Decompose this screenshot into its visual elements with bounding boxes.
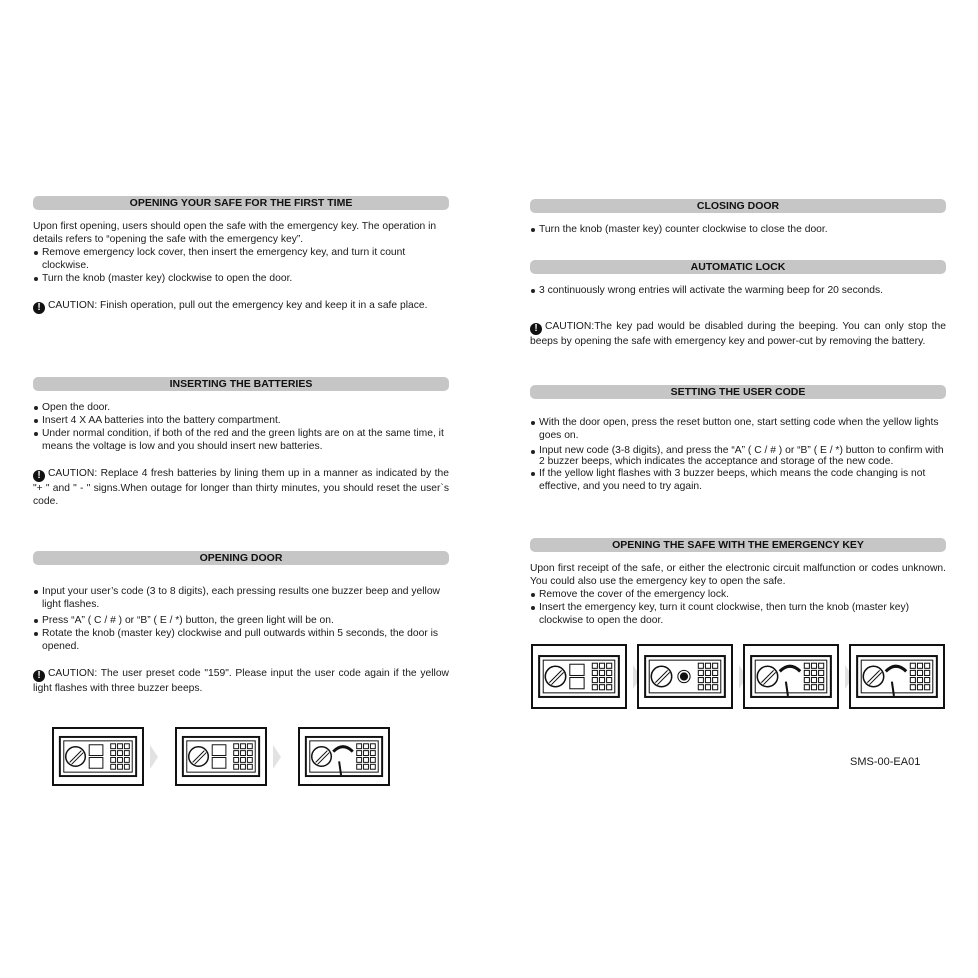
section-header: INSERTING THE BATTERIES (33, 377, 449, 391)
caution-note (33, 667, 449, 695)
section-batteries (33, 377, 449, 508)
section-header: OPENING DOOR (33, 551, 449, 565)
section-header: OPENING YOUR SAFE FOR THE FIRST TIME (33, 196, 449, 210)
safe-illustration (851, 646, 943, 707)
safe-illustration (745, 646, 837, 707)
safe-illustration (533, 646, 625, 707)
list-item: Under normal condition, if both of the red and the green lights are on at the same time, it means the voltage is low and you should insert new batteries. (33, 427, 449, 453)
section-automatic-lock (530, 260, 946, 348)
safe-step-figure (298, 727, 390, 786)
section-emergency-key (530, 538, 946, 627)
caution-note (33, 467, 449, 508)
caution-note (530, 320, 946, 348)
safe-illustration (639, 646, 731, 707)
section-user-code (530, 385, 946, 493)
list-item: If the yellow light flashes with 3 buzzer beeps, which means the code changing is not effective, and you need to try again. (530, 467, 946, 493)
list-item: Insert 4 X AA batteries into the battery compartment. (33, 414, 449, 427)
caution-text: CAUTION:The key pad would be disabled during the beeping. You can only stop the beeps by opening the safe with emergency key and power-cut by removing the battery. (530, 321, 946, 347)
safe-illustration (300, 729, 388, 784)
safe-illustration (54, 729, 142, 784)
section-first-time (33, 196, 449, 314)
caution-text: CAUTION: Finish operation, pull out the emergency key and keep it in a safe place. (48, 300, 428, 311)
safe-step-figure (175, 727, 267, 786)
list-item: Press “A” ( C / # ) or “B” ( E / *) button, the green light will be on. (33, 614, 449, 627)
section-header: SETTING THE USER CODE (530, 385, 946, 399)
safe-illustration (177, 729, 265, 784)
exclamation-circle-icon: ! (33, 470, 45, 482)
safe-step-figure (849, 644, 945, 709)
section-opening-door (33, 551, 449, 695)
section-closing-door (530, 199, 946, 236)
caution-text: CAUTION: The user preset code "159". Please input the user code again if the yellow light flashes with three buzzer beeps. (33, 668, 449, 694)
exclamation-circle-icon: ! (33, 670, 45, 682)
safe-step-figure (52, 727, 144, 786)
exclamation-circle-icon: ! (33, 302, 45, 314)
document-code: SMS-00-EA01 (850, 756, 921, 768)
safe-step-figure (637, 644, 733, 709)
list-item: Turn the knob (master key) counter clockwise to close the door. (530, 223, 946, 236)
list-item: Input your user’s code (3 to 8 digits), each pressing results one buzzer beep and yellow light flashes. (33, 585, 449, 611)
list-item: Input new code (3-8 digits), and press the “A” ( C / # ) or “B” ( E / *) button to confirm with 2 buzzer beeps, which indicates the acceptance and storage of the new code. (530, 445, 946, 467)
list-item: Remove emergency lock cover, then insert the emergency key, and turn it count clockwise. (33, 246, 449, 272)
section-header: AUTOMATIC LOCK (530, 260, 946, 274)
list-item: Rotate the knob (master key) clockwise and pull outwards within 5 seconds, the door is opened. (33, 627, 449, 653)
list-item: Open the door. (33, 401, 449, 414)
step-arrow-icon (273, 745, 281, 769)
intro-text: Upon first opening, users should open the safe with the emergency key. The operation in details refers to “opening the safe with the emergency key”. (33, 221, 437, 245)
intro-text: Upon first receipt of the safe, or either the electronic circuit malfunction or codes unknown. You could also use the emergency key to open the safe. (530, 563, 946, 587)
exclamation-circle-icon: ! (530, 323, 542, 335)
section-header: CLOSING DOOR (530, 199, 946, 213)
safe-step-figure (743, 644, 839, 709)
list-item: Remove the cover of the emergency lock. (530, 588, 946, 601)
list-item: 3 continuously wrong entries will activate the warming beep for 20 seconds. (530, 284, 946, 297)
caution-note (33, 299, 449, 314)
caution-text: CAUTION: Replace 4 fresh batteries by lining them up in a manner as indicated by the "+ " and " - " signs.When outage for longer than thirty minutes, you should reset the user`s code. (33, 468, 449, 507)
safe-step-figure (531, 644, 627, 709)
section-header: OPENING THE SAFE WITH THE EMERGENCY KEY (530, 538, 946, 552)
list-item: Turn the knob (master key) clockwise to open the door. (33, 272, 449, 285)
list-item: Insert the emergency key, turn it count clockwise, then turn the knob (master key) clockwise to open the door. (530, 601, 946, 627)
list-item: With the door open, press the reset button one, start setting code when the yellow lights goes on. (530, 416, 946, 442)
step-arrow-icon (150, 745, 158, 769)
